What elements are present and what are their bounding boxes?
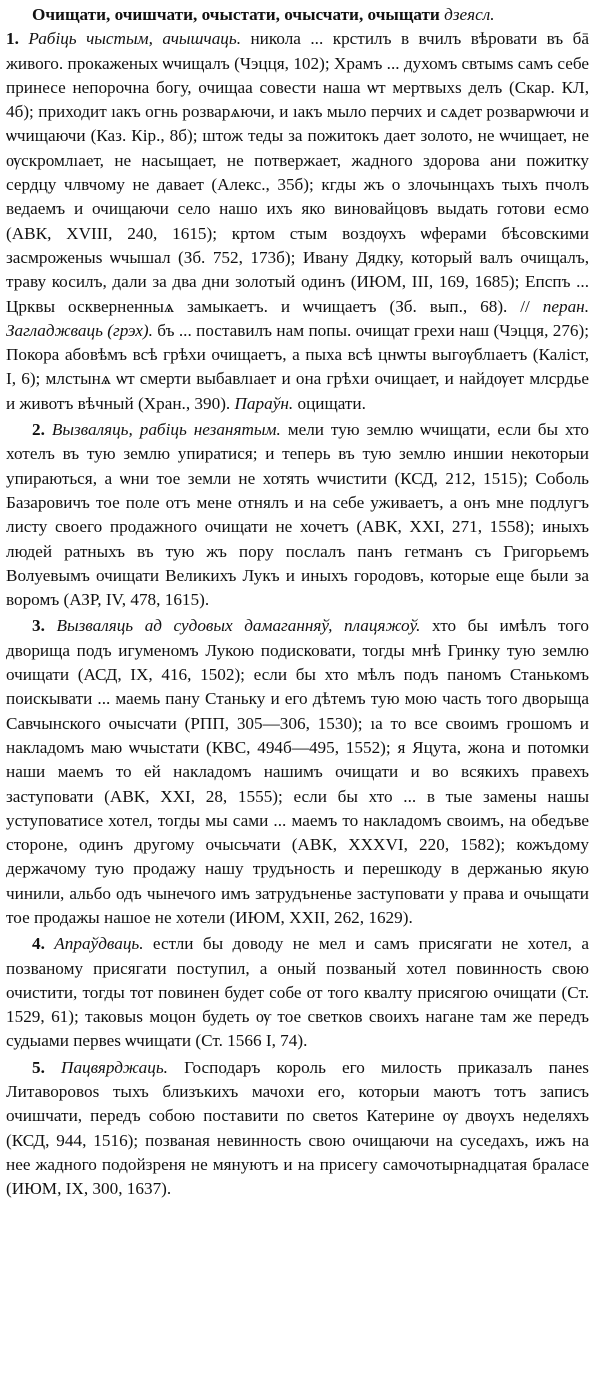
sense-number: 1.: [6, 29, 19, 49]
sense-gloss: Вызваляць, рабіць незанятым.: [51, 420, 281, 440]
sense-sub-citations: бъ ... поставилъ нам попы. очищат грехи наш (Чэцця, 276); Покора абовѣмъ всѣ грѣхи очищаетъ, а пыха всѣ цнѡты выгѹблıаетъ (Калiст, I, 6); млстынѧ ѡт смерти выбавлıает и она грѣхи очищает, и найдѹет млсрдье и животъ вѣчный (Хран., 390).: [6, 320, 590, 413]
dictionary-entry-sense-2: [6, 418, 589, 612]
headword: Очищати, очишчати, очыстати, очысчати, очыщати: [32, 5, 440, 24]
dictionary-entry-sense-1: [6, 3, 589, 416]
sense-citations: мели тую землю ѡчищати, если бы хто хотелъ въ тую землю упиратися; и теперь въ тую землю иншии некоторыи упираються, а ѡни тое земли не хотять ѡчистити (КСД, 212, 1515); Соболь Базаровичъ тое поле отъ мене отнялъ и на себе уживаетъ, а онъ мне подлугъ листу своего продажного очищати не хочетъ (АВК, XXI, 271, 1558); иныхъ людей ратныхъ въ тую жъ пору послалъ панъ гетманъ съ Григорьемъ Волуевымъ очищати Великихъ Лукъ и иныхъ городовъ, которые еще были за воромъ (АЗР, IV, 478, 1615).: [6, 420, 589, 610]
sense-number: 2.: [32, 420, 45, 440]
sense-number: 4.: [32, 934, 45, 954]
sense-citations: естли бы доводу не мел и самъ присягати не хотел, а позваному присягати поступил, а оный позваный хотел повинность свою очистити, тогды тот повинен будет собе от того квалту присягою очищати (Ст. 1529, 61); таковыs моцон будеть ѹ тое светков своихъ нагане там же передъ судыами первеs ѡчищати (Ст. 1566 I, 74).: [6, 934, 589, 1051]
sense-sub-gram: перан.: [542, 296, 589, 316]
sense-sub-gloss: Загладжваць (грэх).: [6, 320, 153, 340]
sense-compare-text: оцищати.: [293, 393, 366, 413]
sense-citations: Господаръ король его милость приказалъ панеs Литаворовоs тыхъ близъкихъ мачохи его, которыи маютъ тотъ записъ очишчати, передъ собою поставити по светоs Катерине ѹ двѹхъ неделяхъ (КСД, 944, 1516); позваная невинность свою очищаючи на суседахъ, ижъ на нее жадного подойзреня не мянуютъ и на присегу самочотырнадцатая браласе (ИЮМ, IX, 300, 1637).: [6, 1057, 590, 1199]
dictionary-entry-sense-3: [6, 614, 589, 930]
sense-citations: никола ... крстилъ в вчилъ вѣровати въ бā живого. прокаженых ѡчищалъ (Чэцця, 102); Храмъ ... духомъ свтымs самъ себе принесе непорочна богу, очищаа совести наша ѡт мертвыхs делъ (Скар. КЛ, 4б); приходит ıакъ огнь розварѧючи, и ıакъ мыло перчих и сѧдет розварѡючи и ѡчищаючи (Каз. Кір., 8б); штож теды за пожитокъ дает золото, не ѡчищает, не ѹскромлıает, не насыщает, не потвержает, жадного здорова ани пожитку сердцу члвчому не давает (Алекс., 35б); кгды жъ о злочынцахъ тыхъ пчолъ ведаемъ и очищаючи село нашо ихъ яко виновайцовъ выдать готови есмо (АВК, XVIII, 240, 1615); кртом стым воздѹхъ ѡферами бѣсовскими засмроженыs ѡчышал (Зб. 752, 173б); Ивану Дядку, который валъ очищалъ, траву косилъ, дали за два дни золотый одинъ (ИЮМ, III, 169, 1685); Епспъ ... Црквы оскверненныѧ замыкаетъ. и ѡчищаетъ (Зб. вып., 68). //: [6, 29, 590, 316]
sense-gloss: Апраўдваць.: [54, 934, 144, 954]
sense-compare-label: Параўн.: [234, 393, 294, 413]
sense-gloss: Рабіць чыстым, ачышчаць.: [28, 29, 242, 49]
sense-citations: хто бы имѣлъ того дворища подъ игуменомъ Лукою подисковати, тогды мнѣ Гринку тую землю очищати (АСД, IX, 416, 1502); если бы хто мѣлъ подъ паномъ Станькомъ поискывати ... маемь пану Станьку и его дѣтемъ тую мою часть того дворыща Савчынского очысчати (РПП, 305—306, 1530); ıа то все своимъ грошомъ и накладомъ маю ѡчыстати (КВС, 494б—495, 1552); я Яцута, жона и потомки наши маемъ то ей накладомъ нашимъ очищати и во всякихъ правехъ заступовати (АВК, XXI, 28, 1555); если бы хто ... в тые замены нашы уступоватисе хотел, тогды мы сами ... маемъ то накладомъ своимъ, на обедъве стороне, одинъ другому очысьчати (АВК, XXXVI, 220, 1582); кожъдому держачому тую продажу нашу трудъность и перешкоду в держанью якую чинили, альбо одъ чынечого имъ затрудъненье заступовати у права и очыщати тое продажы нашое не хотели (ИЮМ, XXII, 262, 1629).: [6, 616, 590, 927]
sense-gloss: Вызваляць ад судовых дамаганняў, плацяжоў.: [56, 616, 421, 636]
part-of-speech: дзеясл.: [444, 5, 495, 24]
sense-number: 5.: [32, 1057, 45, 1077]
dictionary-entry-sense-4: [6, 932, 589, 1053]
sense-number: 3.: [32, 616, 45, 636]
dictionary-entry-sense-5: [6, 1056, 589, 1202]
sense-gloss: Пацвярджаць.: [61, 1057, 168, 1077]
